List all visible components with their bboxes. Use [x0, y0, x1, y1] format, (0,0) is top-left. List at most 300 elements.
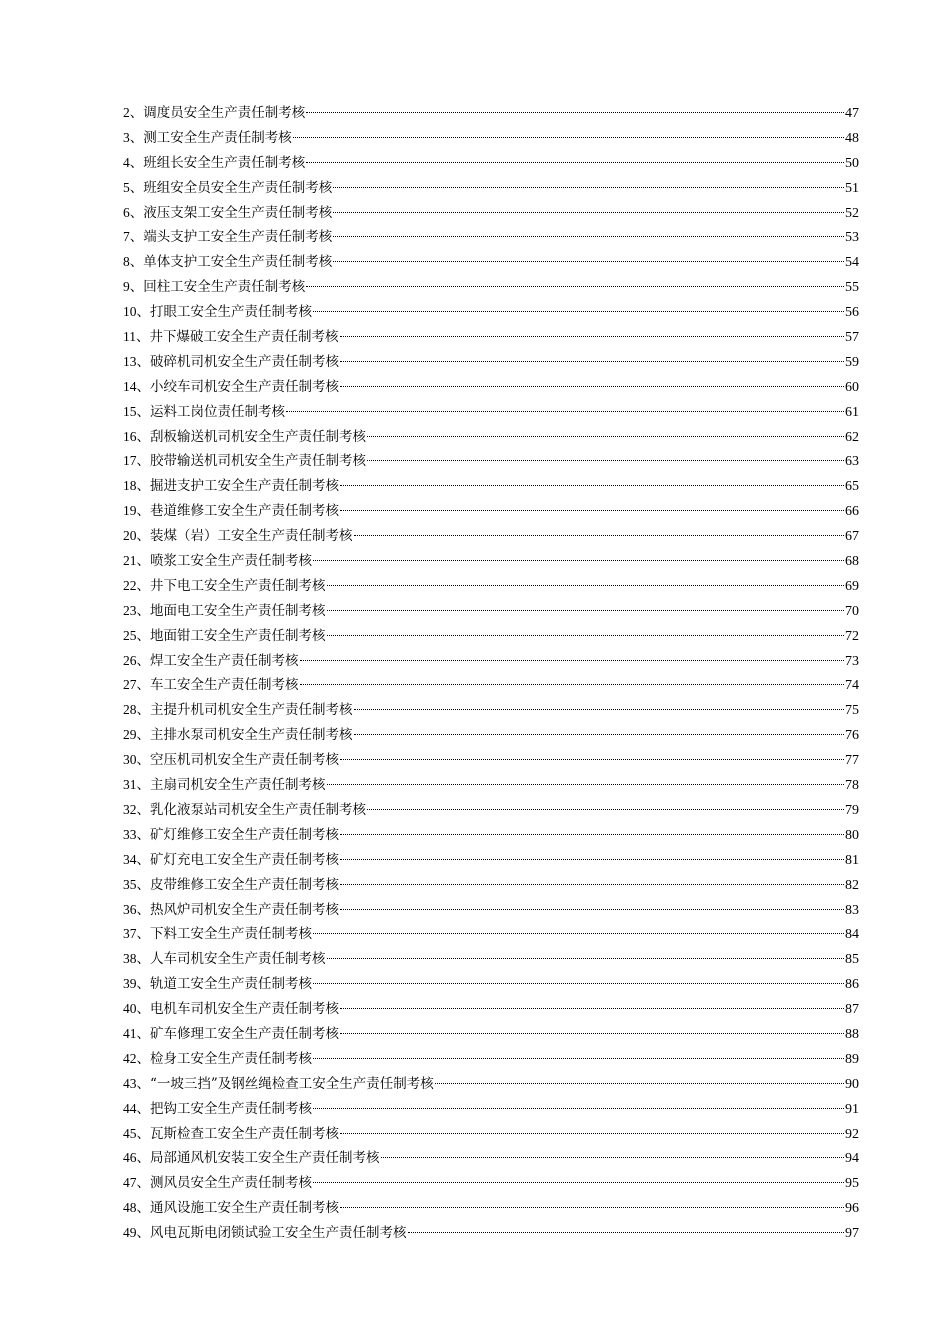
toc-entry-number: 30: [123, 752, 137, 768]
toc-entry-page-number: 73: [845, 653, 859, 669]
toc-dot-leader: [340, 336, 845, 337]
toc-entry-number: 46: [123, 1150, 137, 1166]
toc-entry-label: [123, 1221, 407, 1246]
toc-dot-leader: [340, 386, 844, 387]
toc-entry[interactable]: [123, 474, 859, 499]
toc-entry-separator: 、: [136, 702, 150, 719]
toc-dot-leader: [381, 1157, 845, 1158]
toc-entry[interactable]: [123, 375, 859, 400]
toc-entry-number: 40: [123, 1001, 137, 1017]
toc-entry-page-number: 57: [845, 330, 859, 346]
toc-entry-number: 42: [123, 1050, 137, 1066]
toc-entry-label: [123, 947, 326, 972]
toc-entry-title: 风电瓦斯电闭锁试验工安全生产责任制考核: [150, 1225, 407, 1242]
toc-entry[interactable]: [123, 425, 859, 450]
toc-entry-label: [123, 773, 326, 798]
toc-entry-number: 39: [123, 976, 137, 992]
toc-entry-title: 运料工岗位责任制考核: [150, 403, 285, 420]
toc-entry-page-number: 77: [845, 753, 859, 769]
toc-dot-leader: [313, 1108, 844, 1109]
toc-entry[interactable]: [123, 101, 859, 126]
toc-entry-label: [123, 425, 366, 450]
toc-entry-separator: 、: [136, 801, 150, 818]
toc-entry-number: 2: [123, 105, 130, 120]
toc-entry-number: 13: [123, 353, 137, 369]
toc-entry-separator: 、: [136, 876, 150, 893]
toc-entry-title: 装煤（岩）工安全生产责任制考核: [150, 528, 353, 545]
toc-entry[interactable]: [123, 300, 859, 325]
toc-entry-title: 瓦斯检查工安全生产责任制考核: [150, 1125, 339, 1142]
toc-dot-leader: [367, 809, 844, 810]
toc-dot-leader: [333, 261, 844, 262]
toc-dot-leader: [408, 1232, 845, 1233]
toc-entry-title: 主排水泵司机安全生产责任制考核: [150, 727, 353, 744]
toc-entry-separator: 、: [136, 577, 150, 594]
toc-entry[interactable]: [123, 823, 859, 848]
toc-entry-number: 37: [123, 926, 137, 942]
toc-dot-leader: [327, 610, 845, 611]
toc-entry-number: 49: [123, 1225, 137, 1241]
toc-entry-label: [123, 275, 305, 300]
toc-entry[interactable]: [123, 449, 859, 474]
toc-dot-leader: [313, 560, 844, 561]
toc-entry-separator: 、: [136, 1150, 150, 1167]
toc-entry-separator: 、: [136, 677, 150, 694]
toc-entry-number: 15: [123, 403, 137, 419]
toc-entry-separator: 、: [136, 727, 150, 744]
toc-entry-title: 液压支架工安全生产责任制考核: [143, 204, 333, 221]
toc-entry-label: [123, 1122, 339, 1147]
toc-entry-title: 主扇司机安全生产责任制考核: [150, 777, 326, 794]
toc-entry[interactable]: [123, 873, 859, 898]
toc-entry-page-number: 75: [845, 703, 859, 719]
toc-entry-label: [123, 300, 312, 325]
toc-entry-title: 巷道维修工安全生产责任制考核: [150, 503, 339, 520]
toc-entry-page-number: 70: [845, 603, 859, 619]
toc-entry-page-number: 76: [845, 728, 859, 744]
toc-entry-separator: 、: [136, 1225, 150, 1242]
toc-entry-separator: 、: [136, 1125, 150, 1142]
toc-entry-number: 21: [123, 553, 137, 569]
toc-entry[interactable]: [123, 1047, 859, 1072]
toc-dot-leader: [354, 535, 845, 536]
toc-dot-leader: [354, 734, 845, 735]
toc-entry-separator: 、: [136, 1200, 150, 1217]
toc-entry-number: 14: [123, 378, 137, 394]
toc-entry-label: [123, 723, 353, 748]
toc-entry-label: [123, 873, 339, 898]
toc-entry-page-number: 84: [845, 927, 859, 943]
toc-entry-number: 35: [123, 876, 137, 892]
toc-dot-leader: [340, 1033, 844, 1034]
toc-entry-title: 喷浆工安全生产责任制考核: [150, 553, 312, 570]
toc-entry-page-number: 60: [845, 379, 859, 395]
toc-entry-page-number: 48: [845, 130, 859, 146]
toc-entry[interactable]: [123, 723, 859, 748]
toc-entry[interactable]: [123, 947, 859, 972]
toc-entry-separator: 、: [129, 129, 144, 146]
toc-entry-label: [123, 1047, 312, 1072]
toc-entry-title: 通风设施工安全生产责任制考核: [150, 1200, 339, 1217]
toc-entry-title: 测工安全生产责任制考核: [143, 129, 292, 146]
toc-entry[interactable]: [123, 275, 859, 300]
toc-entry-label: [123, 126, 292, 151]
toc-entry-separator: 、: [136, 926, 150, 943]
toc-dot-leader: [306, 112, 844, 113]
toc-entry-label: [123, 1022, 339, 1047]
toc-entry-number: 6: [123, 204, 130, 220]
toc-entry[interactable]: [123, 1171, 859, 1196]
toc-dot-leader: [340, 859, 844, 860]
toc-entry-number: 44: [123, 1100, 137, 1116]
toc-entry[interactable]: [123, 524, 859, 549]
toc-entry-title: 测风员安全生产责任制考核: [150, 1175, 312, 1192]
toc-entry-title: 调度员安全生产责任制考核: [143, 105, 306, 121]
toc-entry-label: [123, 325, 339, 350]
toc-entry-number: 34: [123, 851, 137, 867]
toc-entry-title: 破碎机司机安全生产责任制考核: [150, 353, 339, 370]
toc-dot-leader: [327, 958, 845, 959]
toc-entry-number: 3: [123, 129, 130, 145]
toc-entry-number: 22: [123, 577, 137, 593]
toc-entry-label: [123, 599, 326, 624]
toc-entry-label: [123, 1146, 380, 1171]
toc-entry-separator: 、: [136, 428, 150, 445]
toc-entry-separator: 、: [136, 652, 150, 669]
toc-entry-page-number: 83: [845, 902, 859, 918]
toc-entry-label: [123, 649, 299, 674]
toc-entry-page-number: 66: [845, 504, 859, 520]
toc-entry-page-number: 52: [845, 205, 859, 221]
toc-entry-page-number: 68: [845, 554, 859, 570]
toc-entry[interactable]: [123, 400, 859, 425]
toc-entry[interactable]: [123, 574, 859, 599]
toc-entry-title: 车工安全生产责任制考核: [150, 677, 299, 694]
toc-entry-label: [123, 176, 332, 201]
toc-entry-title: 地面钳工安全生产责任制考核: [150, 627, 326, 644]
toc-entry-number: 16: [123, 428, 137, 444]
toc-entry-label: [123, 748, 339, 773]
toc-entry-separator: 、: [136, 1175, 150, 1192]
toc-entry-separator: 、: [136, 602, 150, 619]
toc-entry-title: 电机车司机安全生产责任制考核: [150, 1001, 339, 1018]
toc-entry[interactable]: [123, 698, 859, 723]
toc-entry-label: [123, 1171, 312, 1196]
toc-dot-leader: [333, 187, 844, 188]
toc-entry[interactable]: [123, 599, 859, 624]
toc-entry[interactable]: [123, 1122, 859, 1147]
toc-entry[interactable]: [123, 176, 859, 201]
toc-entry-separator: 、: [136, 503, 150, 520]
toc-entry-separator: 、: [136, 627, 150, 644]
toc-entry-label: [123, 997, 339, 1022]
toc-entry[interactable]: [123, 549, 859, 574]
toc-dot-leader: [340, 1133, 844, 1134]
toc-entry-label: [123, 201, 332, 226]
toc-dot-leader: [313, 983, 844, 984]
toc-dot-leader: [340, 834, 844, 835]
toc-entry-number: 23: [123, 602, 137, 618]
toc-dot-leader: [340, 1008, 844, 1009]
toc-entry-separator: 、: [136, 478, 150, 495]
toc-entry[interactable]: [123, 250, 859, 275]
toc-entry-separator: 、: [129, 254, 144, 271]
toc-entry-title: 井下电工安全生产责任制考核: [150, 577, 326, 594]
toc-entry-number: 26: [123, 652, 137, 668]
toc-entry-label: [123, 1196, 339, 1221]
toc-dot-leader: [306, 162, 844, 163]
toc-entry-number: 38: [123, 951, 137, 967]
toc-entry-separator: 、: [136, 453, 150, 470]
toc-entry[interactable]: [123, 773, 859, 798]
toc-entry-page-number: 54: [845, 255, 859, 271]
toc-dot-leader: [313, 1182, 844, 1183]
toc-entry[interactable]: [123, 798, 859, 823]
toc-entry-page-number: 86: [845, 977, 859, 993]
toc-entry-number: 33: [123, 826, 137, 842]
toc-dot-leader: [327, 585, 845, 586]
toc-entry-number: 43: [123, 1075, 137, 1091]
toc-dot-leader: [367, 436, 844, 437]
toc-entry-title: 检身工安全生产责任制考核: [150, 1050, 312, 1067]
toc-entry-number: 27: [123, 677, 137, 693]
toc-entry-separator: 、: [136, 1001, 150, 1018]
toc-entry-number: 5: [123, 179, 130, 195]
toc-entry-number: 9: [123, 279, 130, 295]
toc-entry[interactable]: [123, 201, 859, 226]
toc-entry-number: 29: [123, 727, 137, 743]
toc-entry[interactable]: [123, 898, 859, 923]
toc-entry-page-number: 96: [845, 1201, 859, 1217]
toc-entry-title: 乳化液泵站司机安全生产责任制考核: [150, 801, 366, 818]
toc-entry-title: 轨道工安全生产责任制考核: [150, 976, 312, 993]
toc-entry[interactable]: [123, 225, 859, 250]
toc-entry-number: 8: [123, 254, 130, 270]
toc-entry-separator: 、: [129, 179, 144, 196]
toc-entry-separator: 、: [136, 951, 150, 968]
toc-entry-separator: 、: [129, 204, 144, 221]
toc-entry-page-number: 55: [845, 280, 859, 296]
toc-entry-page-number: 91: [845, 1101, 859, 1117]
toc-entry-number: 45: [123, 1125, 137, 1141]
toc-entry-label: [123, 1097, 312, 1122]
toc-entry-page-number: 82: [845, 877, 859, 893]
toc-entry[interactable]: [123, 748, 859, 773]
toc-dot-leader: [306, 286, 844, 287]
toc-dot-leader: [340, 510, 844, 511]
toc-entry-title: 小绞车司机安全生产责任制考核: [150, 378, 339, 395]
toc-entry-label: [123, 798, 366, 823]
toc-entry[interactable]: [123, 848, 859, 873]
toc-entry[interactable]: [123, 1097, 859, 1122]
toc-entry-page-number: 53: [845, 230, 859, 246]
toc-dot-leader: [333, 236, 844, 237]
toc-entry-page-number: 50: [845, 155, 859, 171]
toc-entry-label: [123, 823, 339, 848]
toc-entry-title: 刮板输送机司机安全生产责任制考核: [150, 428, 366, 445]
toc-entry-separator: 、: [136, 1075, 150, 1092]
toc-entry-number: 36: [123, 901, 137, 917]
toc-entry-separator: 、: [136, 901, 150, 918]
toc-entry-title: 人车司机安全生产责任制考核: [150, 951, 326, 968]
toc-entry-separator: 、: [136, 1025, 150, 1042]
toc-dot-leader: [286, 411, 844, 412]
toc-entry-title: 端头支护工安全生产责任制考核: [143, 229, 333, 246]
toc-entry-title: 井下爆破工安全生产责任制考核: [149, 329, 339, 346]
toc-entry-title: 胶带输送机司机安全生产责任制考核: [150, 453, 366, 470]
toc-dot-leader: [327, 635, 845, 636]
toc-entry[interactable]: [123, 624, 859, 649]
toc-entry-number: 31: [123, 777, 137, 793]
toc-entry[interactable]: [123, 151, 859, 176]
toc-entry-label: [123, 350, 339, 375]
toc-entry-number: 48: [123, 1200, 137, 1216]
toc-entry-title: 主提升机司机安全生产责任制考核: [150, 702, 353, 719]
toc-entry-page-number: 65: [845, 479, 859, 495]
toc-entry-number: 19: [123, 503, 137, 519]
toc-entry-page-number: 88: [845, 1026, 859, 1042]
toc-entry-separator: 、: [136, 976, 150, 993]
toc-entry-label: [123, 848, 339, 873]
toc-entry-page-number: 87: [845, 1002, 859, 1018]
toc-entry[interactable]: [123, 126, 859, 151]
toc-entry-separator: 、: [129, 279, 144, 296]
toc-entry-number: 7: [123, 229, 130, 245]
toc-entry-page-number: 78: [845, 778, 859, 794]
toc-entry-number: 41: [123, 1025, 137, 1041]
toc-entry[interactable]: [123, 997, 859, 1022]
toc-entry-label: [123, 673, 299, 698]
toc-entry-number: 47: [123, 1175, 137, 1191]
toc-entry-title: 把钩工安全生产责任制考核: [150, 1100, 312, 1117]
toc-entry[interactable]: [123, 673, 859, 698]
toc-entry-separator: 、: [136, 329, 150, 346]
toc-entry-label: [123, 449, 366, 474]
toc-entry-number: 11: [123, 329, 136, 345]
toc-entry-separator: 、: [136, 1050, 150, 1067]
toc-entry-separator: 、: [129, 105, 144, 121]
toc-entry-number: 17: [123, 453, 137, 469]
toc-entry[interactable]: [123, 350, 859, 375]
table-of-contents: [123, 101, 859, 1246]
toc-dot-leader: [435, 1083, 844, 1084]
toc-entry-page-number: 97: [845, 1226, 859, 1242]
toc-entry-page-number: 89: [845, 1051, 859, 1067]
toc-entry-page-number: 61: [845, 404, 859, 420]
toc-entry-page-number: 47: [845, 106, 859, 121]
toc-entry-label: [123, 499, 339, 524]
toc-entry-page-number: 72: [845, 628, 859, 644]
toc-dot-leader: [340, 361, 844, 362]
toc-entry-number: 4: [123, 154, 130, 170]
toc-dot-leader: [313, 933, 844, 934]
toc-entry-label: [123, 400, 285, 425]
toc-dot-leader: [354, 709, 845, 710]
toc-entry-title: 回柱工安全生产责任制考核: [143, 279, 306, 296]
toc-entry-title: 掘进支护工安全生产责任制考核: [150, 478, 339, 495]
toc-entry-page-number: 92: [845, 1126, 859, 1142]
toc-entry-page-number: 94: [845, 1151, 859, 1167]
toc-entry[interactable]: [123, 649, 859, 674]
toc-entry-label: [123, 624, 326, 649]
toc-entry-separator: 、: [136, 826, 150, 843]
toc-entry-page-number: 67: [845, 529, 859, 545]
toc-entry-label: [123, 524, 353, 549]
toc-entry-separator: 、: [136, 752, 150, 769]
toc-entry-separator: 、: [136, 528, 150, 545]
toc-entry-title: 单体支护工安全生产责任制考核: [143, 254, 333, 271]
toc-entry-separator: 、: [136, 304, 150, 321]
toc-entry[interactable]: [123, 1022, 859, 1047]
toc-dot-leader: [340, 1207, 844, 1208]
toc-dot-leader: [340, 759, 844, 760]
toc-dot-leader: [293, 137, 844, 138]
toc-entry-label: [123, 151, 305, 176]
toc-entry-label: [123, 898, 339, 923]
toc-entry[interactable]: [123, 499, 859, 524]
toc-entry-separator: 、: [136, 378, 150, 395]
toc-entry-title: 下料工安全生产责任制考核: [150, 926, 312, 943]
toc-entry-label: [123, 922, 312, 947]
toc-entry-separator: 、: [136, 1100, 150, 1117]
toc-entry[interactable]: [123, 922, 859, 947]
toc-entry-separator: 、: [136, 851, 150, 868]
toc-entry-page-number: 79: [845, 802, 859, 818]
toc-entry-page-number: 63: [845, 454, 859, 470]
toc-entry[interactable]: [123, 1146, 859, 1171]
toc-entry-title: 皮带维修工安全生产责任制考核: [150, 876, 339, 893]
toc-dot-leader: [300, 684, 845, 685]
toc-entry-separator: 、: [129, 154, 144, 171]
toc-dot-leader: [340, 909, 844, 910]
toc-entry[interactable]: [123, 1072, 859, 1097]
toc-entry-page-number: 59: [845, 354, 859, 370]
toc-entry-separator: 、: [136, 353, 150, 370]
toc-entry[interactable]: [123, 1196, 859, 1221]
toc-entry-label: [123, 250, 332, 275]
toc-dot-leader: [333, 212, 844, 213]
toc-entry[interactable]: [123, 972, 859, 997]
toc-entry[interactable]: [123, 325, 859, 350]
toc-entry-title: 局部通风机安装工安全生产责任制考核: [150, 1150, 380, 1167]
toc-dot-leader: [313, 1058, 844, 1059]
toc-entry-page-number: 81: [845, 852, 859, 868]
toc-entry-title: “一坡三挡”及钢丝绳检查工安全生产责任制考核: [150, 1075, 434, 1092]
toc-entry-label: [123, 972, 312, 997]
toc-entry-number: 32: [123, 801, 137, 817]
toc-entry-title: 打眼工安全生产责任制考核: [150, 304, 312, 321]
toc-entry-separator: 、: [136, 777, 150, 794]
toc-entry-separator: 、: [129, 229, 144, 246]
toc-entry-title: 矿灯充电工安全生产责任制考核: [150, 851, 339, 868]
toc-entry-label: [123, 698, 353, 723]
toc-entry-number: 20: [123, 528, 137, 544]
toc-entry-page-number: 85: [845, 952, 859, 968]
toc-entry-number: 10: [123, 304, 137, 320]
toc-entry-label: [123, 375, 339, 400]
toc-entry-page-number: 74: [845, 678, 859, 694]
toc-entry-label: [123, 225, 332, 250]
toc-entry-number: 25: [123, 627, 137, 643]
toc-dot-leader: [367, 460, 844, 461]
toc-entry-title: 焊工安全生产责任制考核: [150, 652, 299, 669]
toc-entry-number: 28: [123, 702, 137, 718]
toc-entry[interactable]: [123, 1221, 859, 1246]
toc-entry-page-number: 80: [845, 827, 859, 843]
toc-dot-leader: [340, 485, 844, 486]
toc-entry-page-number: 56: [845, 305, 859, 321]
toc-entry-title: 班组安全员安全生产责任制考核: [143, 179, 333, 196]
